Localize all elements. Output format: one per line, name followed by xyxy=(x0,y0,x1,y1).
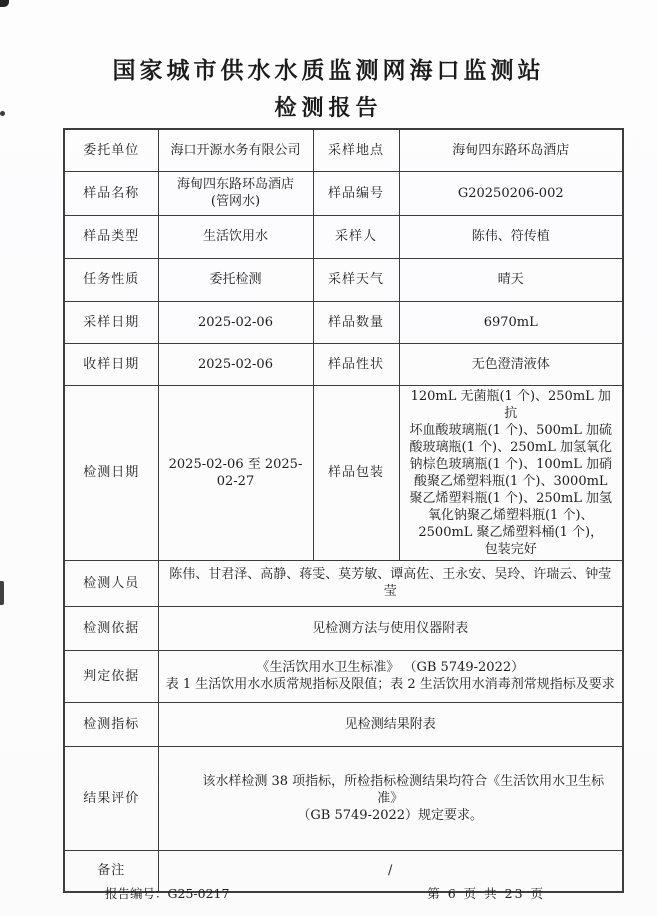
client-unit-label: 委托单位 xyxy=(64,129,158,171)
sample-quantity-value: 6970mL xyxy=(399,301,623,343)
sampling-site-label: 采样地点 xyxy=(313,129,399,171)
sampling-weather-label: 采样天气 xyxy=(313,258,399,301)
judgment-basis-value: 《生活饮用水卫生标准》 （GB 5749-2022） 表 1 生活饮用水水质常规指标及限值；表 2 生活饮用水消毒剂常规指标及要求 xyxy=(158,650,623,702)
page-indicator: 第 6 页 共 23 页 xyxy=(427,886,545,901)
remarks-value: / xyxy=(158,850,623,892)
table-row xyxy=(64,129,623,171)
table-row xyxy=(64,301,623,343)
table-row xyxy=(64,385,623,560)
sample-number-label: 样品编号 xyxy=(313,171,399,215)
table-row xyxy=(64,746,623,850)
task-nature-value: 委托检测 xyxy=(158,258,313,301)
report-title: 检测报告 xyxy=(274,95,383,121)
testing-basis-label: 检测依据 xyxy=(64,606,158,650)
testing-indicators-label: 检测指标 xyxy=(64,702,158,746)
receiving-date-value: 2025-02-06 xyxy=(158,343,313,385)
table-row xyxy=(64,702,623,746)
testing-date-label: 检测日期 xyxy=(64,385,158,560)
sample-name-label: 样品名称 xyxy=(64,171,158,215)
table-row xyxy=(64,215,623,258)
sample-number-value: G20250206-002 xyxy=(399,171,623,215)
testing-indicators-value: 见检测结果附表 xyxy=(158,702,623,746)
client-unit-value: 海口开源水务有限公司 xyxy=(158,129,313,171)
report-number: 报告编号：G25-0217 xyxy=(105,886,230,901)
sample-packaging-label: 样品包装 xyxy=(313,385,399,560)
sampling-weather-value: 晴天 xyxy=(399,258,623,301)
sample-type-value: 生活饮用水 xyxy=(158,215,313,258)
testing-basis-value: 见检测方法与使用仪器附表 xyxy=(158,606,623,650)
sample-quantity-label: 样品数量 xyxy=(313,301,399,343)
judgment-basis-label: 判定依据 xyxy=(64,650,158,702)
sampler-value: 陈伟、符传植 xyxy=(399,215,623,258)
table-row xyxy=(64,258,623,301)
sample-name-value: 海甸四东路环岛酒店 (管网水) xyxy=(158,171,313,215)
sampler-label: 采样人 xyxy=(313,215,399,258)
table-row xyxy=(64,171,623,215)
sample-character-value: 无色澄清液体 xyxy=(399,343,623,385)
sample-packaging-value: 120mL 无菌瓶(1 个)、250mL 加抗 坏血酸玻璃瓶(1 个)、500mL 加硫 酸玻璃瓶(1 个)、250mL 加氢氧化 钠棕色玻璃瓶(1 个)、100mL 加硝 酸聚乙烯塑料瓶(1 个)、3000mL 聚乙烯塑料瓶(1 个)、250mL 加氢 氧化钠聚乙烯塑料瓶(1 个)、 2500mL 聚乙烯塑料桶(1 个)， 包装完好 xyxy=(399,385,623,560)
testing-personnel-value: 陈伟、甘君泽、高静、蒋雯、莫芳敏、谭高佐、王永安、吴玲、许瑞云、钟莹莹 xyxy=(158,560,623,606)
testing-personnel-label: 检测人员 xyxy=(64,560,158,606)
result-evaluation-label: 结果评价 xyxy=(64,746,158,850)
sample-character-label: 样品性状 xyxy=(313,343,399,385)
page-footer xyxy=(0,884,657,902)
table-row xyxy=(64,650,623,702)
sampling-date-value: 2025-02-06 xyxy=(158,301,313,343)
table-row xyxy=(64,606,623,650)
report-info-table xyxy=(63,128,624,893)
sample-type-label: 样品类型 xyxy=(64,215,158,258)
monitoring-station-title: 国家城市供水水质监测网海口监测站 xyxy=(112,57,545,84)
result-evaluation-value: 该水样检测 38 项指标，所检指标检测结果均符合《生活饮用水卫生标准》 （GB 5749-2022）规定要求。 xyxy=(158,746,623,850)
table-row xyxy=(64,343,623,385)
sampling-site-value: 海甸四东路环岛酒店 xyxy=(399,129,623,171)
table-row xyxy=(64,560,623,606)
task-nature-label: 任务性质 xyxy=(64,258,158,301)
testing-date-value: 2025-02-06 至 2025-02-27 xyxy=(158,385,313,560)
scan-speck-corner xyxy=(0,0,9,7)
report-header xyxy=(0,52,657,122)
remarks-label: 备注 xyxy=(64,850,158,892)
receiving-date-label: 收样日期 xyxy=(64,343,158,385)
sampling-date-label: 采样日期 xyxy=(64,301,158,343)
scan-speck-dash xyxy=(0,581,4,605)
